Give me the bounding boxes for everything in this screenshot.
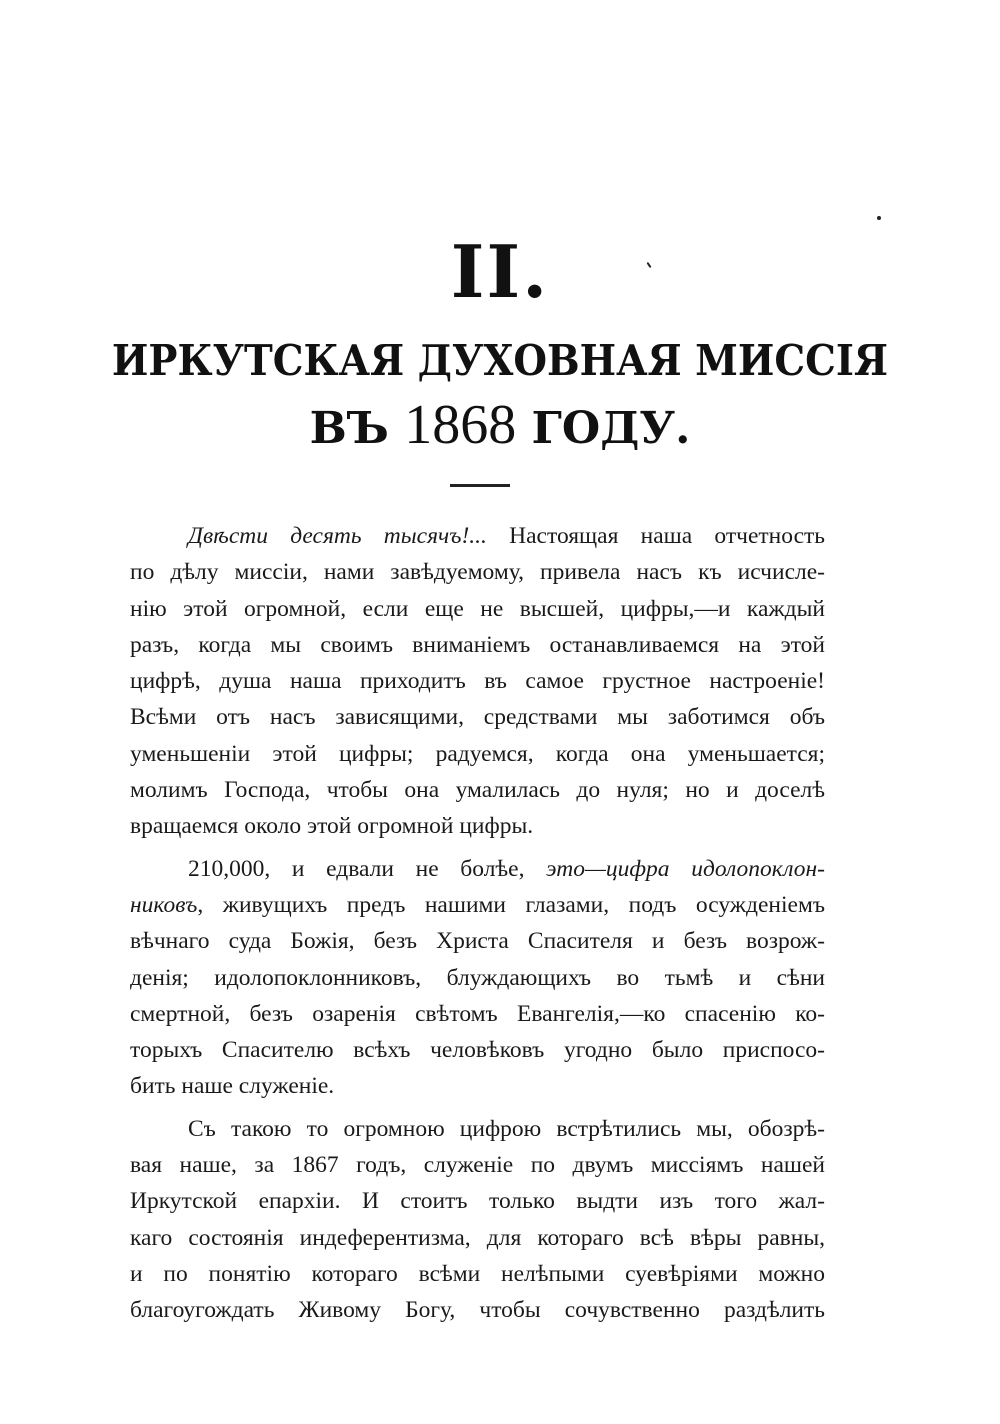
text-line: Иркутской епархіи. И стоитъ только выдти изъ того жал- — [130, 1188, 825, 1215]
chapter-title-line-1: ИРКУТСКАЯ ДУХОВНАЯ МИССІЯ — [111, 336, 889, 385]
text-line: и по понятію котораго всѣми нелѣпыми суевѣріями можно — [130, 1260, 825, 1287]
text-line: вѣчнаго суда Божія, безъ Христа Спасителя и безъ возрож- — [130, 928, 825, 955]
text-line: нію этой огромной, если еще не высшей, цифры,—и каждый — [130, 595, 825, 622]
ink-speck — [877, 216, 881, 220]
text-line: благоугождать Живому Богу, чтобы сочувственно раздѣлить — [130, 1297, 825, 1324]
text-line: бить наше служеніе. — [130, 1073, 335, 1100]
title-suffix: ГОДУ. — [531, 403, 691, 454]
text-line: Съ такою то огромною цифрою встрѣтились мы, обозрѣ- — [188, 1115, 825, 1142]
italic-phrase: Двѣсти десять тысячъ!... — [188, 523, 487, 549]
text-line: разъ, когда мы своимъ вниманіемъ останавливаемся на этой — [130, 631, 825, 658]
text-fragment: , живущихъ предъ нашими глазами, подъ осужденіемъ — [197, 891, 825, 918]
chapter-number: II. — [450, 229, 550, 314]
text-line: смертной, безъ озаренія свѣтомъ Евангелія,—ко спасенію ко- — [130, 1000, 825, 1027]
text-line: цифрѣ, душа наша приходитъ въ самое грустное настроеніе! — [130, 668, 825, 695]
italic-phrase: никовъ — [130, 891, 198, 918]
text-line: молимъ Господа, чтобы она умалилась до нуля; но и доселѣ — [130, 777, 825, 804]
italic-phrase: это—цифра идолопоклон- — [546, 855, 825, 882]
text-line: торыхъ Спасителю всѣхъ человѣковъ угодно было приспосо- — [130, 1037, 825, 1064]
text-line: Всѣми отъ насъ зависящими, средствами мы заботимся объ — [130, 704, 825, 731]
title-prefix: ВЪ — [309, 403, 389, 454]
text-line: каго состоянія индеферентизма, для котораго всѣ вѣры равны, — [130, 1224, 825, 1251]
text-line: денія; идолопоклонниковъ, блуждающихъ во тьмѣ и сѣни — [130, 964, 825, 991]
text-line: вая наше, за 1867 годъ, служеніе по двумъ миссіямъ нашей — [130, 1152, 825, 1179]
text-line: по дѣлу миссіи, нами завѣдуемому, привела насъ къ исчисле- — [130, 559, 825, 586]
body-text — [130, 518, 825, 1329]
title-year: 1868 — [404, 394, 517, 456]
text-line — [130, 851, 825, 887]
text-fragment: 210,000, и едвали не болѣе, — [188, 855, 547, 882]
text-line — [130, 887, 825, 923]
title-divider — [450, 484, 510, 487]
text-line: уменьшеніи этой цифры; радуемся, когда она уменьшается; — [130, 740, 825, 767]
text-line: вращаемся около этой огромной цифры. — [130, 813, 534, 840]
text-line — [130, 518, 825, 554]
chapter-title-line-2 — [0, 394, 1000, 456]
text-fragment: Настоящая наша отчетность — [486, 523, 825, 549]
